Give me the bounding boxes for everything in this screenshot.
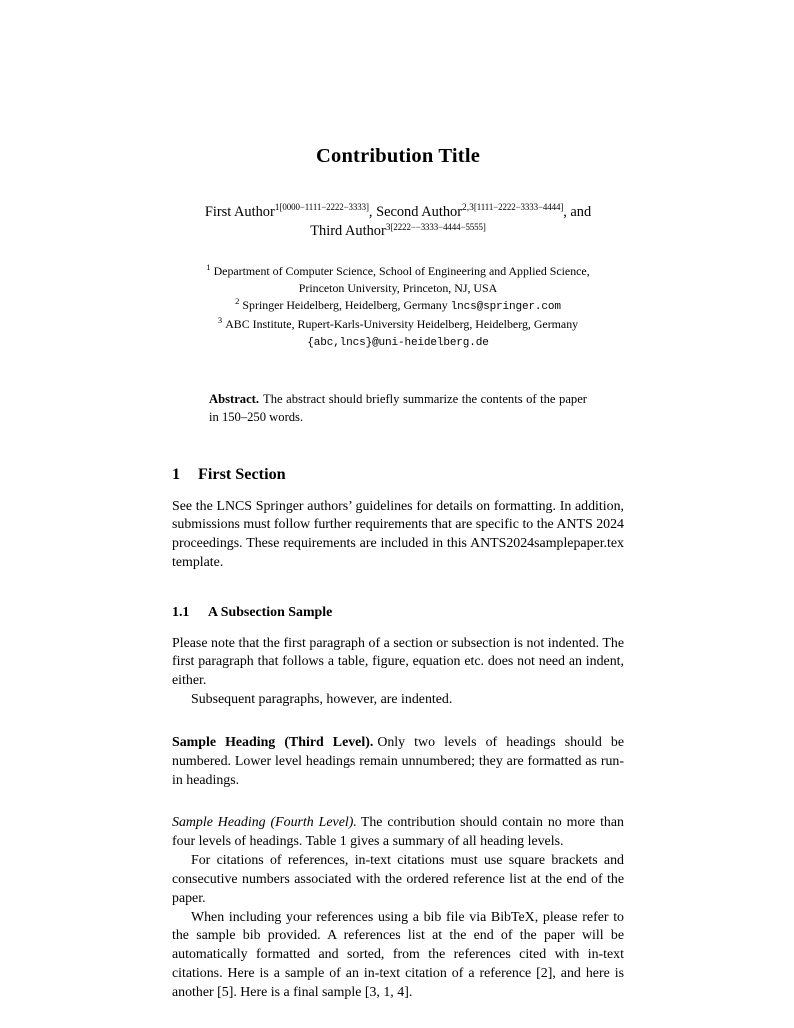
fourth-level-text: The contribution should contain no more than four levels of headings. Table 1 gives a summary of all heading levels. (172, 815, 624, 850)
affiliation-marker: 1 (206, 262, 211, 273)
author-separator-1: , (368, 203, 377, 220)
third-level-heading-paragraph (172, 710, 624, 790)
section-heading-1 (172, 427, 624, 484)
subsection-heading-1-1 (172, 573, 624, 622)
author-list (172, 169, 624, 243)
abstract-heading: Abstract. (209, 392, 260, 407)
affiliation-marker: 2 (235, 296, 240, 307)
author-affiliation-marker-3: 3[2222−−3333−4444−5555] (385, 221, 486, 233)
subsection-1-1-paragraph-2: Subsequent paragraphs, however, are indented. (191, 692, 453, 708)
affiliation-text-line2: Princeton University, Princeton, NJ, USA (298, 281, 498, 296)
section-1-paragraph-1: See the LNCS Springer authors’ guidelines for details on formatting. In addition, submissions must follow further requirements that are specific to the ANTS 2024 proceedings. These requirements are included in this ANTS2024samplepaper.tex template. (172, 498, 624, 571)
subsection-number: 1.1 (172, 604, 190, 620)
affiliation-text: Springer Heidelberg, Heidelberg, Germany (242, 298, 448, 313)
abstract-block (172, 351, 624, 427)
affiliation-marker: 3 (217, 314, 223, 325)
affiliation-email: lncs@springer.com (450, 301, 561, 314)
author-name-1: First Author (204, 203, 275, 220)
third-level-heading: Sample Heading (Third Level). (172, 734, 374, 750)
affiliation-item (172, 263, 624, 297)
affiliation-item (172, 297, 624, 316)
affiliation-list (172, 242, 624, 351)
fourth-level-heading-paragraph (172, 790, 624, 852)
affiliation-text: Department of Computer Science, School of Engineering and Applied Science, (213, 264, 590, 279)
affiliation-text: ABC Institute, Rupert-Karls-University Heidelberg, Heidelberg, Germany (225, 316, 579, 331)
author-separator-2: , and (563, 203, 592, 220)
section-number: 1 (172, 465, 181, 484)
citations-paragraph-1: For citations of references, in-text citations must use square brackets and consecutive numbers associated with the ordered reference list at the end of the paper. (172, 853, 624, 906)
author-orcid-1: [0000−1111−2222−3333] (279, 201, 369, 212)
affiliation-email: {abc,lncs}@uni-heidelberg.de (307, 336, 489, 349)
author-orcid-2: [1111−2222−3333−4444] (473, 201, 564, 212)
citations-paragraph-2: When including your references using a bib file via BibTeX, please refer to the sample bib provided. A references list at the end of the paper will be automatically formatted and sorted, from the references cited with in-text citations. Here is a sample of an in-text citation of a reference [2], and here is another [5]. Here is a final sample [3, 1, 4]. (172, 909, 624, 1000)
subsection-title: A Subsection Sample (208, 604, 333, 620)
page-title: Contribution Title (315, 145, 481, 167)
affiliation-item (172, 316, 624, 352)
abstract-text: The abstract should briefly summarize the contents of the paper in 150–250 words. (209, 392, 587, 425)
page-content (172, 0, 624, 1003)
third-level-text: Only two levels of headings should be numbered. Lower level headings remain unnumbered; they are formatted as run-in headings. (172, 734, 624, 788)
author-affiliation-marker-1: 1[0000−1111−2222−3333] (274, 201, 369, 213)
author-affiliation-marker-2: 2,3[1111−2222−3333−4444] (462, 201, 564, 213)
section-title: First Section (198, 465, 286, 484)
subsection-1-1-paragraph-1: Please note that the first paragraph of a section or subsection is not indented. The first paragraph that follows a table, figure, equation etc. does not need an indent, either. (172, 635, 624, 689)
author-name-3: Third Author (310, 223, 386, 240)
fourth-level-heading: Sample Heading (Fourth Level). (172, 815, 357, 831)
author-name-2: Second Author (376, 203, 462, 220)
author-orcid-3: [2222−−3333−4444−5555] (390, 221, 486, 232)
